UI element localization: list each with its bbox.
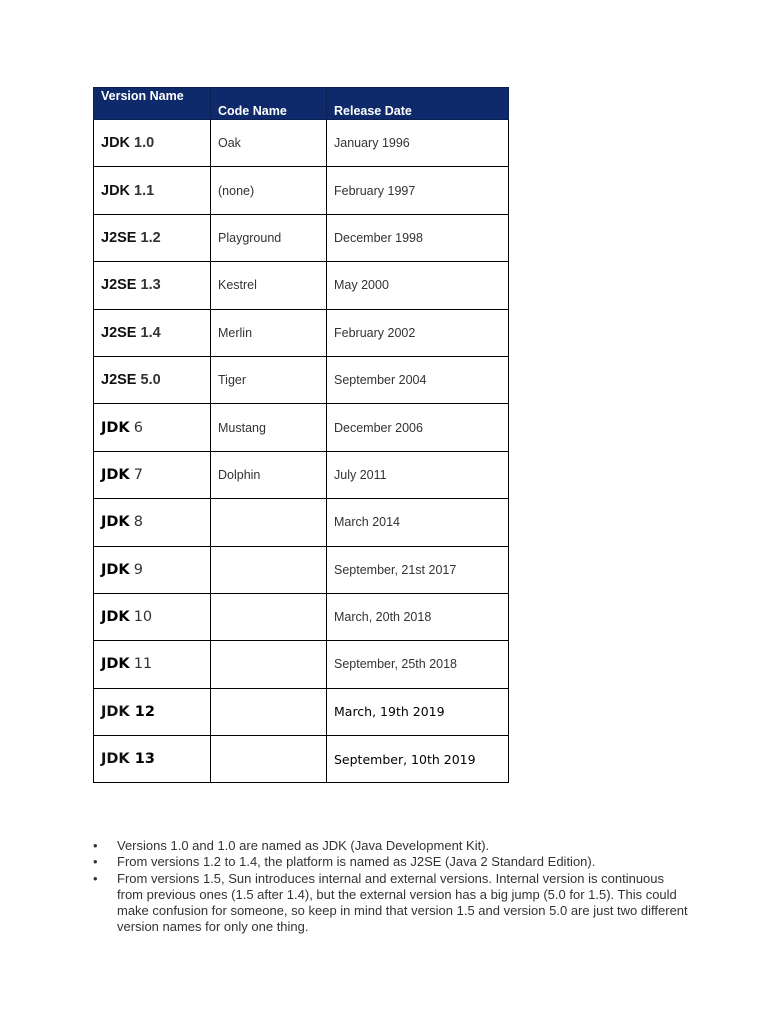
release-date-cell: March, 20th 2018 <box>327 593 509 640</box>
table-row <box>94 641 509 688</box>
code-name-cell <box>211 593 327 640</box>
release-date-cell: September 2004 <box>327 356 509 403</box>
list-item <box>93 838 693 854</box>
release-date-cell: February 2002 <box>327 309 509 356</box>
version-prefix: JDK <box>101 182 131 199</box>
bullet-icon: • <box>93 870 98 886</box>
release-date-cell: January 1996 <box>327 120 509 167</box>
version-prefix: JDK <box>101 514 130 531</box>
release-date-cell: March, 19th 2019 <box>327 688 509 735</box>
version-number: 5.0 <box>140 372 161 389</box>
code-name-cell: Mustang <box>211 404 327 451</box>
code-name-cell: Merlin <box>211 309 327 356</box>
version-name-cell <box>94 499 211 546</box>
release-date-cell: March 2014 <box>327 499 509 546</box>
version-prefix: JDK <box>101 609 130 626</box>
version-prefix: J2SE <box>101 277 137 294</box>
code-name-cell: Dolphin <box>211 451 327 498</box>
version-name-cell <box>94 309 211 356</box>
version-prefix: JDK <box>101 751 130 768</box>
version-name-cell <box>94 120 211 167</box>
table-row <box>94 404 509 451</box>
version-prefix: J2SE <box>101 229 137 246</box>
version-number: 10 <box>133 609 153 626</box>
table-row <box>94 593 509 640</box>
version-prefix: JDK <box>101 419 130 436</box>
version-number: 12 <box>134 703 155 720</box>
version-name-cell <box>94 736 211 783</box>
version-number: 13 <box>134 751 155 768</box>
version-number: 8 <box>133 514 143 531</box>
java-version-table <box>93 87 509 783</box>
release-date-cell: December 2006 <box>327 404 509 451</box>
header-code-name: Code Name <box>211 88 327 120</box>
release-date-cell: May 2000 <box>327 262 509 309</box>
version-prefix: JDK <box>101 703 130 720</box>
version-prefix: JDK <box>101 466 130 483</box>
table-header-row <box>94 88 509 120</box>
release-date-cell: September, 10th 2019 <box>327 736 509 783</box>
release-date-cell: December 1998 <box>327 214 509 261</box>
version-number: 1.2 <box>140 229 161 246</box>
code-name-cell <box>211 688 327 735</box>
table-row <box>94 451 509 498</box>
version-prefix: JDK <box>101 135 131 152</box>
table-row <box>94 167 509 214</box>
table-row <box>94 499 509 546</box>
note-text: Versions 1.0 and 1.0 are named as JDK (Java Development Kit). <box>117 838 490 853</box>
version-name-cell <box>94 214 211 261</box>
bullet-icon: • <box>93 854 98 870</box>
version-name-cell <box>94 356 211 403</box>
code-name-cell <box>211 641 327 688</box>
version-name-cell <box>94 641 211 688</box>
version-number: 1.0 <box>134 135 155 152</box>
version-name-cell <box>94 404 211 451</box>
table-row <box>94 688 509 735</box>
version-number: 11 <box>133 656 153 673</box>
release-date-cell: September, 25th 2018 <box>327 641 509 688</box>
version-prefix: J2SE <box>101 324 137 341</box>
version-number: 1.3 <box>140 277 161 294</box>
version-prefix: J2SE <box>101 372 137 389</box>
version-name-cell <box>94 262 211 309</box>
version-number: 1.1 <box>134 182 155 199</box>
table-row <box>94 262 509 309</box>
release-date-cell: July 2011 <box>327 451 509 498</box>
version-number: 6 <box>133 419 143 436</box>
code-name-cell: Tiger <box>211 356 327 403</box>
version-name-cell <box>94 688 211 735</box>
code-name-cell: Playground <box>211 214 327 261</box>
version-name-cell <box>94 167 211 214</box>
version-name-cell <box>94 451 211 498</box>
version-prefix: JDK <box>101 656 130 673</box>
table-row <box>94 120 509 167</box>
version-number: 9 <box>133 561 143 578</box>
version-name-cell <box>94 593 211 640</box>
release-date-cell: September, 21st 2017 <box>327 546 509 593</box>
code-name-cell <box>211 499 327 546</box>
list-item <box>93 854 693 870</box>
bullet-icon: • <box>93 838 98 853</box>
code-name-cell <box>211 546 327 593</box>
note-text: From versions 1.2 to 1.4, the platform is named as J2SE (Java 2 Standard Edition). <box>117 854 596 870</box>
table-body <box>94 120 509 783</box>
version-number: 1.4 <box>140 324 161 341</box>
table-row <box>94 546 509 593</box>
list-item <box>93 871 693 936</box>
header-release-date: Release Date <box>327 88 509 120</box>
code-name-cell: Kestrel <box>211 262 327 309</box>
table-row <box>94 356 509 403</box>
note-text: From versions 1.5, Sun introduces internal and external versions. Internal version is continuous from previous ones (1.5 after 1.4), but the external version has a big jump (5.0 for 1.5). This could make confusion for someone, so keep in mind that version 1.5 and version 5.0 are just two different version names for only one thing. <box>117 870 688 935</box>
code-name-cell: Oak <box>211 120 327 167</box>
notes-list <box>93 838 693 936</box>
table-row <box>94 309 509 356</box>
release-date-cell: February 1997 <box>327 167 509 214</box>
table-row <box>94 214 509 261</box>
header-version-name: Version Name <box>94 88 211 120</box>
version-name-cell <box>94 546 211 593</box>
code-name-cell: (none) <box>211 167 327 214</box>
table-row <box>94 736 509 783</box>
version-number: 7 <box>133 466 143 483</box>
version-prefix: JDK <box>101 561 130 578</box>
code-name-cell <box>211 736 327 783</box>
